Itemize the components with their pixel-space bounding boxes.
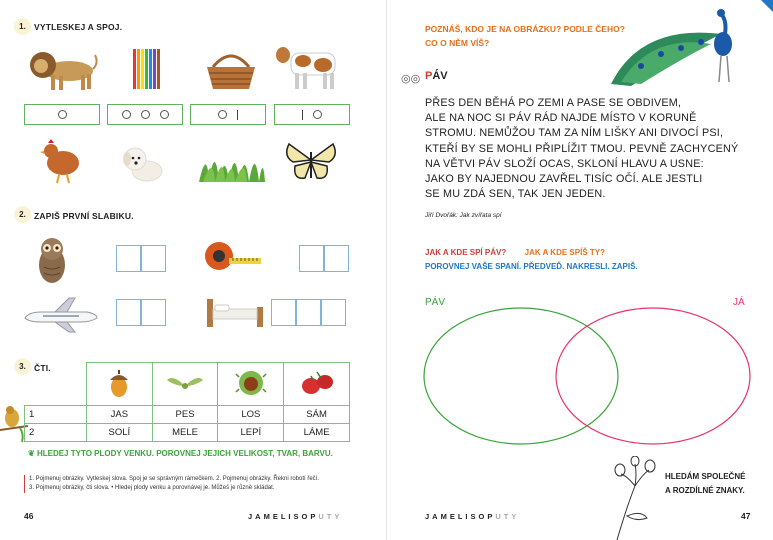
glasses-icon: ◎◎ bbox=[401, 73, 421, 85]
left-page bbox=[0, 0, 386, 540]
venn-label-right: JÁ bbox=[733, 297, 745, 308]
word-cell: SÁM bbox=[284, 406, 350, 424]
word-cell: JAS bbox=[87, 406, 153, 424]
hint-text: HLEDÁM SPOLEČNÉ A ROZDÍLNÉ ZNAKY. bbox=[665, 472, 746, 495]
rosehip-drawing bbox=[607, 456, 667, 540]
page-number: 47 bbox=[741, 511, 751, 521]
venn-label-left: PÁV bbox=[425, 297, 446, 308]
intro-questions: POZNÁŠ, KDO JE NA OBRÁZKU? PODLE ČEHO? CO O NĚM VÍŠ? bbox=[425, 24, 625, 48]
word-cell: MELE bbox=[152, 424, 218, 442]
owl-picture bbox=[30, 232, 74, 288]
corner-marker bbox=[761, 0, 773, 12]
word-cell: LOS bbox=[218, 406, 284, 424]
section-title: VYTLESKEJ A SPOJ. bbox=[34, 22, 123, 32]
comparison-task: POROVNEJ VAŠE SPANÍ. PŘEDVEĎ. NAKRESLI. ZAPIŠ. bbox=[425, 262, 638, 271]
grass-picture bbox=[196, 140, 266, 184]
hen-picture bbox=[38, 136, 84, 186]
measuring-tape-picture bbox=[200, 236, 266, 280]
word-cell: SOLÍ bbox=[87, 424, 153, 442]
venn-circle-me[interactable] bbox=[556, 308, 750, 444]
reading-table bbox=[24, 362, 350, 442]
venn-circle-peacock[interactable] bbox=[424, 308, 618, 444]
syllable-square[interactable] bbox=[271, 299, 296, 326]
pencils-picture bbox=[126, 46, 166, 94]
poem-source: Jiří Dvořák: Jak zvířata spí bbox=[425, 212, 502, 219]
airplane-picture bbox=[20, 294, 102, 336]
rosehip-icon bbox=[284, 363, 350, 406]
syllable-box-3[interactable] bbox=[190, 104, 266, 125]
section-number: 2. bbox=[14, 206, 31, 223]
bed-picture bbox=[202, 294, 268, 330]
cow-picture bbox=[272, 40, 348, 94]
row-label: 1 bbox=[25, 406, 87, 424]
syllable-square[interactable] bbox=[141, 299, 166, 326]
word-cell: LEPÍ bbox=[218, 424, 284, 442]
syllable-square[interactable] bbox=[116, 245, 141, 272]
venn-diagram[interactable] bbox=[421, 306, 761, 448]
word-cell: LÁME bbox=[284, 424, 350, 442]
syllable-box-4[interactable] bbox=[274, 104, 350, 125]
poem-title: PÁV bbox=[425, 70, 448, 82]
butterfly-picture bbox=[282, 138, 340, 186]
footer-syllables: JAMELISOPUTY bbox=[425, 512, 520, 521]
syllable-box-1[interactable] bbox=[24, 104, 100, 125]
syllable-box-2[interactable] bbox=[107, 104, 183, 125]
basket-picture bbox=[200, 48, 262, 92]
word-cell: PES bbox=[152, 406, 218, 424]
poem-text: PŘES DEN BĚHÁ PO ZEMI A PASE SE OBDIVEM, ALE NA NOC SI PÁV RÁD NAJDE MÍSTO V KORUNĚ STROMU. NEMŮŽOU TAM ZA NÍM LIŠKY ANI DIVOCÍ PSI, KTEŘÍ BY SE MOHLI PŘIPLÍŽIT TMOU. PEVNĚ ZACHYCENÝ NA VĚTVI PÁV SLOŽÍ OCAS, SKLONÍ HLAVU A USNE: JAKO BY NAJEDNOU ZAVŘEL TISÍC OČÍ. ALE JESTLI SE MU ZDÁ SEN, TAK JEN JEDEN. bbox=[425, 97, 739, 201]
syllable-square[interactable] bbox=[296, 299, 321, 326]
right-page bbox=[387, 0, 773, 540]
section-title: ČTI. bbox=[34, 363, 51, 373]
section-number: 1. bbox=[14, 18, 31, 35]
peacock-picture bbox=[601, 4, 751, 88]
syllable-square[interactable] bbox=[299, 245, 324, 272]
syllable-square[interactable] bbox=[324, 245, 349, 272]
teacher-notes: 1. Pojmenuj obrázky. Vytleskej slova. Spoj je se správným rámečkem. 2. Pojmenuj obrázky. Řekni robotí řečí. 3. Pojmenuj obrázky, čti slova. • Hledej plody venku a porovnávej je. Můžeš je různě skládat. bbox=[24, 475, 359, 493]
fruit-instruction: ❦ HLEDEJ TYTO PLODY VENKU. POROVNEJ JEJICH VELIKOST, TVAR, BARVU. bbox=[28, 449, 333, 458]
section-number: 3. bbox=[14, 358, 31, 375]
section-title: ZAPIŠ PRVNÍ SLABIKU. bbox=[34, 211, 134, 221]
syllable-square[interactable] bbox=[141, 245, 166, 272]
chestnut-icon bbox=[218, 363, 284, 406]
syllable-square[interactable] bbox=[116, 299, 141, 326]
comparison-questions: JAK A KDE SPÍ PÁV? JAK A KDE SPÍŠ TY? bbox=[425, 248, 605, 257]
syllable-square[interactable] bbox=[321, 299, 346, 326]
row-label: 2 bbox=[25, 424, 87, 442]
acorn-icon bbox=[87, 363, 153, 406]
page-number: 46 bbox=[24, 511, 34, 521]
footer-syllables: JAMELISOPUTY bbox=[248, 512, 343, 521]
leaf-icon: ❦ bbox=[28, 449, 37, 458]
lion-picture bbox=[24, 42, 100, 94]
maple-seed-icon bbox=[152, 363, 218, 406]
puppy-picture bbox=[118, 140, 168, 184]
